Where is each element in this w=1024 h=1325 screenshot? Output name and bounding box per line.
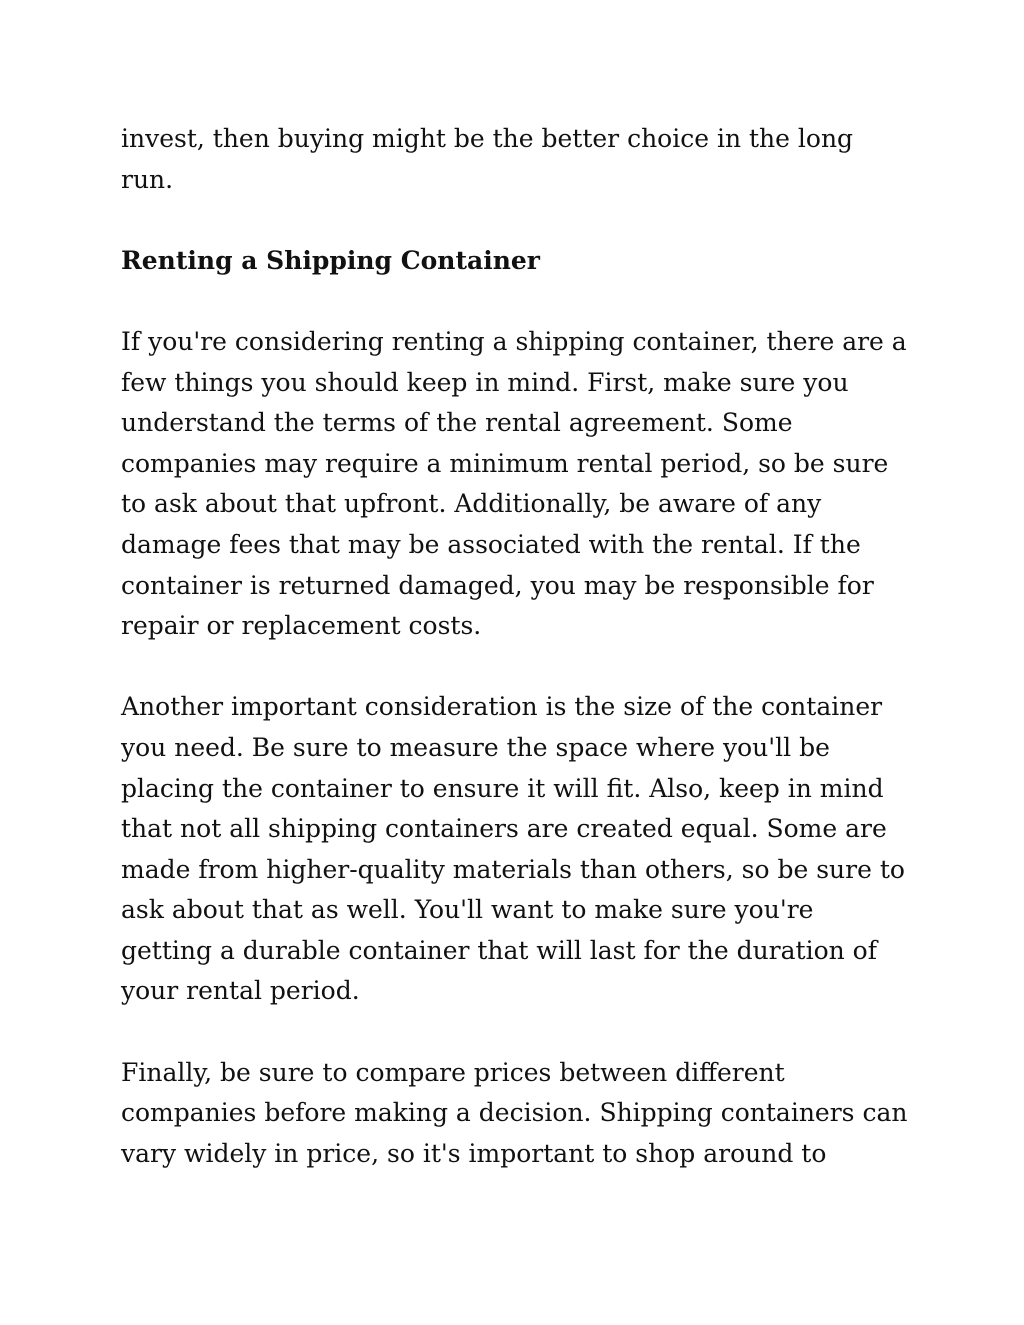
paragraph-rental-terms: If you're considering renting a shipping container, there are a few things you should keep in mind. First, make sure you understand the terms of the rental agreement. Some companies may require a minimum rental period, so be sure to ask about that upfront. Additionally, be aware of any damage fees that may be associated with the rental. If the container is returned damaged, you may be responsible for repair or replacement costs. bbox=[121, 326, 907, 641]
paragraph-compare-prices: Finally, be sure to compare prices between different companies before making a decision. Shipping containers can vary widely in price, so it's important to shop around to bbox=[121, 1057, 908, 1168]
document-body bbox=[121, 119, 911, 1215]
section-heading: Renting a Shipping Container bbox=[121, 245, 540, 275]
paragraph-intro: invest, then buying might be the better choice in the long run. bbox=[121, 124, 854, 194]
paragraph-container-size: Another important consideration is the size of the container you need. Be sure to measure the space where you'll be placing the container to ensure it will fit. Also, keep in mind that not all shipping containers are created equal. Some are made from higher-quality materials than others, so be sure to ask about that as well. You'll want to make sure you're getting a durable container that will last for the duration of your rental period. bbox=[121, 692, 905, 1006]
